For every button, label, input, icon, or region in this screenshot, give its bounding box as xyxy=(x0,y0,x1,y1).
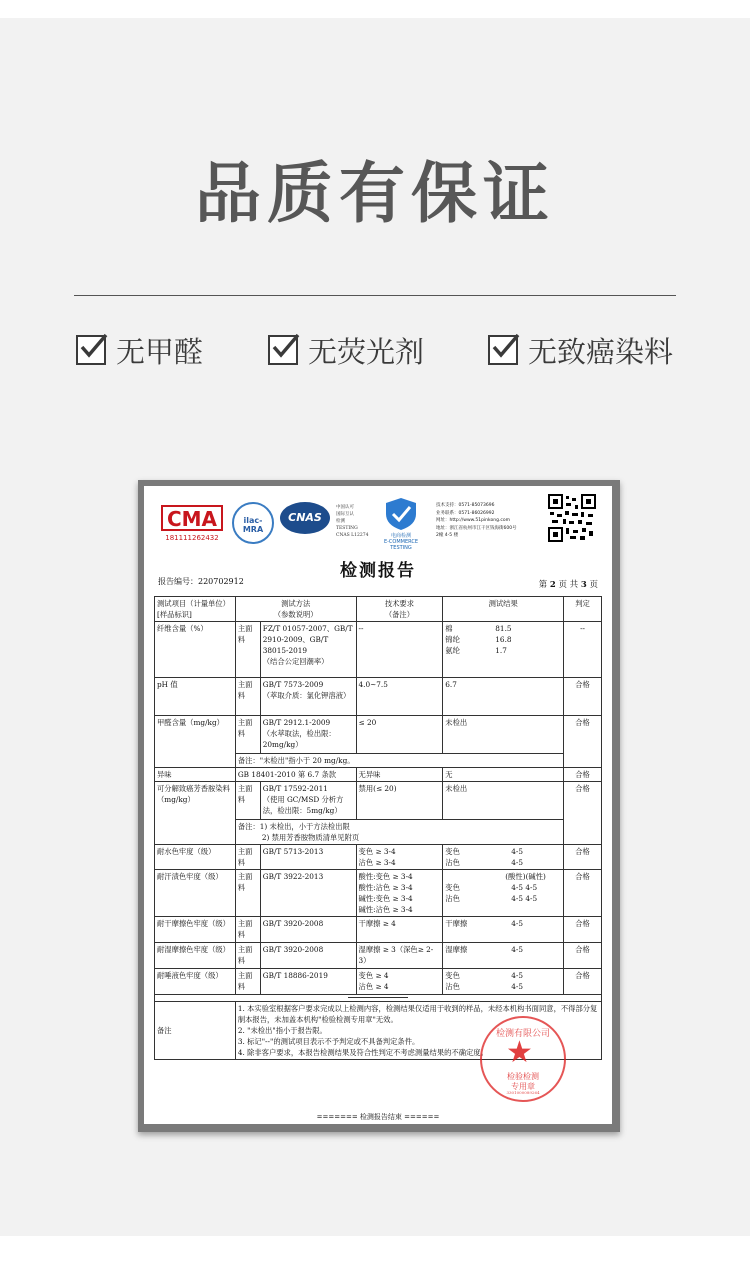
table-row: 可分解致癌芳香胺染料（mg/kg） 主面料 GB/T 17592-2011 （使用 GC/MSD 分析方法，检出限：5mg/kg） 禁用(≤ 20) 未检出 合格 xyxy=(155,782,602,820)
cma-logo xyxy=(160,502,224,544)
checkbox-icon xyxy=(76,335,106,365)
cma-code: 181111262432 xyxy=(165,534,219,542)
feature-label: 无致癌染料 xyxy=(528,334,674,369)
report-end: ======= 检测报告结束 ====== xyxy=(316,1113,440,1121)
feature-no-formaldehyde xyxy=(76,330,203,370)
checkbox-icon xyxy=(488,335,518,365)
divider xyxy=(74,295,676,296)
checkbox-icon xyxy=(268,335,298,365)
test-report xyxy=(144,486,612,1124)
shield-icon: 电商检测 E-COMMERCE TESTING xyxy=(376,496,426,546)
table-row: 耐水色牢度（级） 主面料 GB/T 5713-2013 变色 ≥ 3-4 沾色 ≥ 3-4 变色 沾色 4-5 4-5 合格 xyxy=(155,845,602,870)
table-row: 甲醛含量（mg/kg） 主面料 GB/T 2912.1-2009 （水萃取法，检出限：20mg/kg） ≤ 20 未检出 合格 xyxy=(155,716,602,754)
table-row: pH 值 主面料 GB/T 7573-2009 （萃取介质：氯化钾溶液） 4.0~7.5 6.7 合格 xyxy=(155,678,602,716)
qr-code-icon xyxy=(548,494,596,542)
page-title: 品质有保证 xyxy=(195,155,555,232)
remarks-row: 备注 1. 本实验室根据客户要求完成以上检测内容，检测结果仅适用于收到的样品，未经本机构书面同意，不得部分复制本报告，未加盖本机构"检验检测专用章"无效。 2. "未检出"指小于报告限。 3. 标记"--"的测试项目表示不予判定或不具备判定条件。 4. 除非客户要求，本报告检测结果及符合性判定不考虑测量结果的不确定度。 xyxy=(155,1002,602,1060)
table-row: 耐汗渍色牢度（级） 主面料 GB/T 3922-2013 酸性:变色 ≥ 3-4 酸性:沾色 ≥ 3-4 碱性:变色 ≥ 3-4 碱性:沾色 ≥ 3-4 (酸性)(碱性) 变色 沾色 4-5 4-5 4-5 4-5 合格 xyxy=(155,870,602,917)
table-row: 耐干摩擦色牢度（级） 主面料 GB/T 3920-2008 干摩擦 ≥ 4 干摩擦 4-5 合格 xyxy=(155,917,602,943)
page-number: 第 2 页 共 3 页 xyxy=(538,580,598,590)
table-row: 异味 GB 18401-2010 第 6.7 条款 无异味 无 合格 xyxy=(155,768,602,782)
feature-no-carcinogenic-dye xyxy=(488,330,673,370)
table-header: 测试项目（计量单位） [样品标识] 测试方法 （参数说明） 技术要求 （备注） 测试结果 判定 xyxy=(155,597,602,622)
table-row: 耐湿摩擦色牢度（级） 主面料 GB/T 3920-2008 湿摩擦 ≥ 3（深色≥ 2-3） 湿摩擦 4-5 合格 xyxy=(155,943,602,969)
feature-label: 无荧光剂 xyxy=(308,334,425,369)
table-row-note: 备注："未检出"指小于 20 mg/kg。 xyxy=(155,754,602,768)
feature-no-fluorescent xyxy=(268,330,424,370)
table-row: 耐唾液色牢度（级） 主面料 GB/T 18886-2019 变色 ≥ 4 沾色 ≥ 4 变色 沾色 4-5 4-5 合格 xyxy=(155,969,602,995)
svg-text:CMA: CMA xyxy=(166,507,218,531)
cnas-note: 中国认可 国际互认 检测 TESTING CNAS L12274 xyxy=(336,505,369,538)
report-title: 检测报告 xyxy=(340,561,416,581)
report-number: 报告编号：220702912 xyxy=(158,577,244,586)
report-header-logos xyxy=(156,494,606,554)
cnas-logo: CNAS xyxy=(280,502,330,534)
feature-label: 无甲醛 xyxy=(116,334,204,369)
contact-info: 技术支持：0571-85073696 业务联系：0571-86026992 网址：http://www.51pinkong.com 地址：浙江省杭州市江干区钱海街600号 2幢 4-5 楼 xyxy=(436,503,517,538)
official-seal: 检测有限公司 ★ 检验检测 专用章 3301000089264 xyxy=(480,1016,566,1102)
ilac-mra-logo: ilac-MRA xyxy=(232,502,274,544)
results-table xyxy=(154,596,602,1060)
table-row: 纤维含量（%） 主面料 FZ/T 01057-2007、GB/T 2910-2009、GB/T 38015-2019 （结合公定回潮率） -- 棉 锦纶 氨纶 81.5 16.8 1.7 -- xyxy=(155,622,602,678)
star-icon: ★ xyxy=(506,1035,533,1070)
table-row-note: 备注：1) 未检出，小于方法检出限 2) 禁用芳香胺物质清单见附页 xyxy=(155,820,602,845)
report-image-frame xyxy=(138,480,620,1132)
feature-list xyxy=(0,330,750,370)
